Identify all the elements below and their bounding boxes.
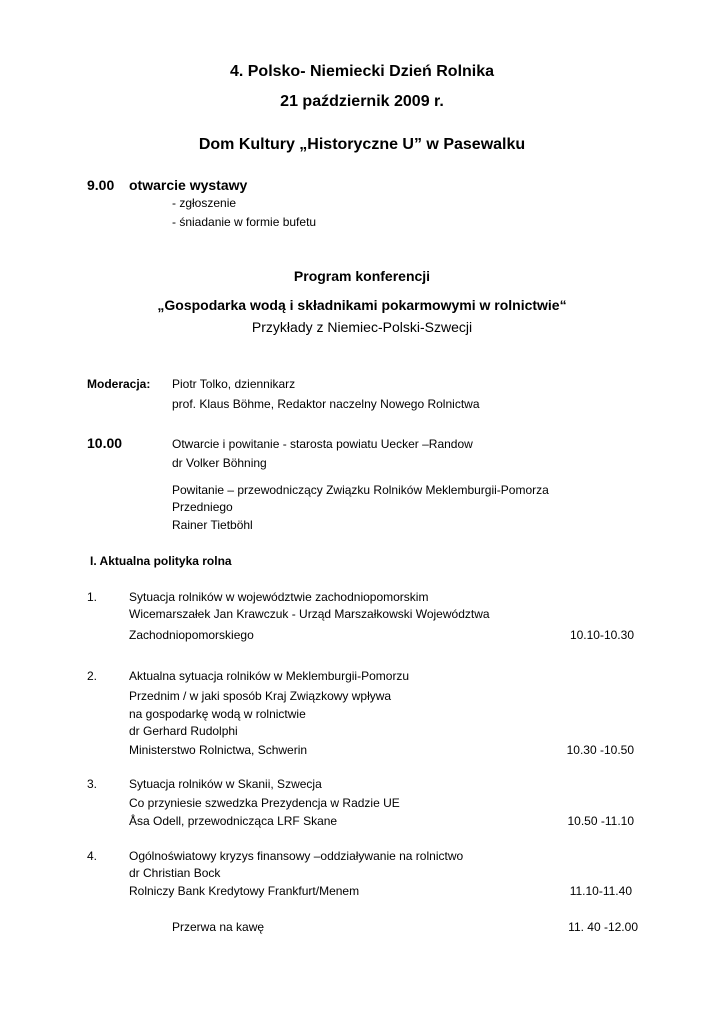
item-3-number: 3. bbox=[87, 777, 98, 791]
moderation-line-1: Piotr Tolko, dziennikarz bbox=[172, 377, 296, 391]
welcome-line-3: Powitanie – przewodniczący Związku Rolników Meklemburgii-Pomorza bbox=[172, 483, 549, 497]
item-3-line-2: Co przyniesie szwedzka Prezydencja w Radzie UE bbox=[129, 796, 400, 810]
item-2-line-2: Przednim / w jaki sposób Kraj Związkowy wpływa bbox=[129, 689, 392, 703]
item-2-line-1: Aktualna sytuacja rolników w Meklemburgii-Pomorzu bbox=[129, 669, 410, 683]
item-3-line-3: Åsa Odell, przewodnicząca LRF Skane bbox=[129, 814, 338, 828]
item-1-line-3: Zachodniopomorskiego bbox=[129, 628, 254, 642]
item-2-line-3: na gospodarkę wodą w rolnictwie bbox=[129, 707, 306, 721]
welcome-time: 10.00 bbox=[87, 435, 123, 451]
item-2-line-5: Ministerstwo Rolnictwa, Schwerin bbox=[129, 743, 308, 757]
item-2-line-4: dr Gerhard Rudolphi bbox=[129, 724, 238, 738]
item-1-number: 1. bbox=[87, 590, 98, 604]
item-4-line-1: Ogólnoświatowy kryzys finansowy –oddziaływanie na rolnictwo bbox=[129, 849, 464, 863]
item-4-number: 4. bbox=[87, 849, 98, 863]
opening-time: 9.00 bbox=[87, 177, 115, 193]
title-line-1: 4. Polsko- Niemiecki Dzień Rolnika bbox=[229, 63, 495, 80]
opening-item-2: - śniadanie w formie bufetu bbox=[172, 215, 317, 229]
welcome-line-2: dr Volker Böhning bbox=[172, 456, 267, 470]
item-1-time: 10.10-10.30 bbox=[569, 628, 634, 642]
break-time: 11. 40 -12.00 bbox=[568, 920, 638, 934]
welcome-line-1: Otwarcie i powitanie - starosta powiatu Uecker –Randow bbox=[172, 437, 473, 451]
item-4-line-2: dr Christian Bock bbox=[129, 866, 221, 880]
opening-title: otwarcie wystawy bbox=[129, 177, 248, 193]
program-heading: Program konferencji bbox=[293, 268, 431, 284]
moderation-label: Moderacja: bbox=[87, 377, 151, 391]
item-2-number: 2. bbox=[87, 669, 98, 683]
moderation-line-2: prof. Klaus Böhme, Redaktor naczelny Nowego Rolnictwa bbox=[172, 397, 480, 411]
program-title: „Gospodarka wodą i składnikami pokarmowymi w rolnictwie“ bbox=[157, 297, 567, 313]
title-venue: Dom Kultury „Historyczne U” w Pasewalku bbox=[198, 136, 526, 153]
item-1-line-2: Wicemarszałek Jan Krawczuk - Urząd Marszałkowski Województwa bbox=[129, 607, 490, 621]
item-1-line-1: Sytuacja rolników w województwie zachodniopomorskim bbox=[129, 590, 429, 604]
item-3-time: 10.50 -11.10 bbox=[567, 814, 634, 828]
program-subtitle: Przykłady z Niemiec-Polski-Szwecji bbox=[251, 319, 473, 335]
section-heading: I. Aktualna polityka rolna bbox=[90, 554, 232, 568]
item-4-line-3: Rolniczy Bank Kredytowy Frankfurt/Menem bbox=[129, 884, 360, 898]
item-2-time: 10.30 -10.50 bbox=[566, 743, 634, 757]
opening-item-1: - zgłoszenie bbox=[172, 196, 237, 210]
welcome-line-4: Przedniego bbox=[172, 500, 233, 514]
break-label: Przerwa na kawę bbox=[172, 920, 265, 934]
item-3-line-1: Sytuacja rolników w Skanii, Szwecja bbox=[129, 777, 322, 791]
title-date: 21 październik 2009 r. bbox=[280, 93, 444, 110]
item-4-time: 11.10-11.40 bbox=[569, 884, 632, 898]
welcome-line-5: Rainer Tietböhl bbox=[172, 518, 253, 532]
